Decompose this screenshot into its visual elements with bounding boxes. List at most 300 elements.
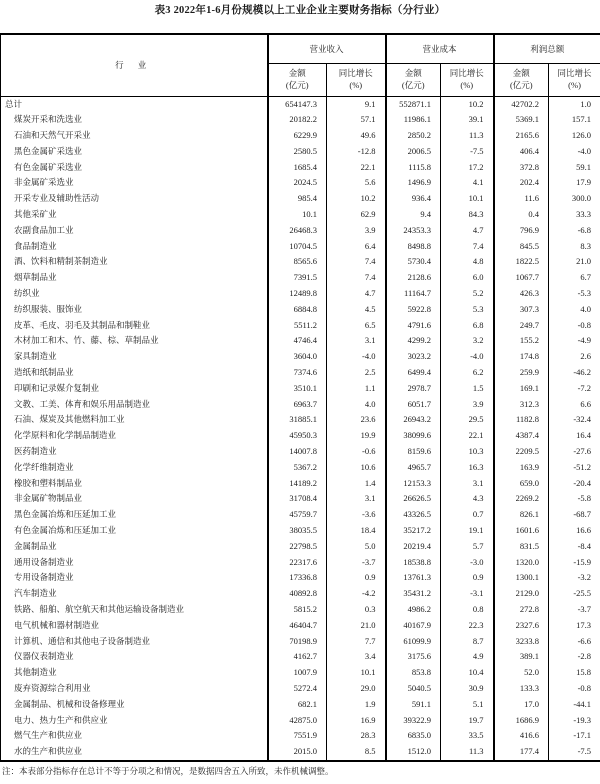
value-cell: 39.1 — [441, 112, 494, 128]
value-cell: -4.0 — [577, 145, 592, 156]
table-row — [1, 602, 600, 618]
value-cell: 4.7 — [441, 223, 494, 239]
industry-cell: 其他采矿业 — [1, 207, 268, 223]
industry-cell: 开采专业及辅助性活动 — [1, 191, 268, 207]
table-row-total — [1, 96, 600, 112]
value-cell: 4986.2 — [386, 602, 441, 618]
amount-label: 金额 — [288, 68, 306, 78]
value-cell: 40167.9 — [386, 618, 441, 634]
value-cell: 1496.9 — [386, 175, 441, 191]
value-cell: 659.0 — [494, 476, 549, 492]
value-cell: 10.2 — [327, 191, 386, 207]
value-cell: 23.6 — [327, 412, 386, 428]
value-cell: 259.9 — [494, 365, 549, 381]
table-row — [1, 207, 600, 223]
value-cell: 307.3 — [494, 302, 549, 318]
industry-cell: 农副食品加工业 — [1, 223, 268, 239]
value-cell: 19.9 — [327, 428, 386, 444]
value-cell: 6.0 — [441, 270, 494, 286]
value-cell: 6499.4 — [386, 365, 441, 381]
table-row — [1, 286, 600, 302]
value-cell: 5.1 — [441, 697, 494, 713]
value-cell: 5.0 — [327, 539, 386, 555]
industry-cell: 纺织服装、服饰业 — [1, 302, 268, 318]
value-cell: 21.0 — [576, 256, 592, 267]
industry-cell: 纺织业 — [1, 286, 268, 302]
value-cell: 17.3 — [576, 619, 592, 630]
value-cell: 20182.2 — [268, 112, 327, 128]
value-cell: 8159.6 — [386, 444, 441, 460]
industry-cell: 化学原料和化学制品制造业 — [1, 428, 268, 444]
value-cell: 7374.6 — [268, 365, 327, 381]
value-cell: 8.7 — [441, 634, 494, 650]
value-cell: 4.1 — [441, 175, 494, 191]
value-cell: 654147.3 — [268, 96, 327, 112]
value-cell: 2.6 — [580, 351, 592, 362]
value-cell: 7.7 — [327, 634, 386, 650]
column-group-profit: 利润总额 — [494, 34, 600, 63]
value-cell: -6.8 — [577, 224, 592, 235]
value-cell: 249.7 — [494, 318, 549, 334]
column-group-cost: 营业成本 — [386, 34, 494, 63]
table-row — [1, 349, 600, 365]
table-row — [1, 570, 600, 586]
value-cell: 17.0 — [494, 697, 549, 713]
value-cell: 0.4 — [494, 207, 549, 223]
value-cell: -7.5 — [577, 746, 592, 757]
value-cell: 163.9 — [494, 460, 549, 476]
value-cell: -3.7 — [577, 604, 592, 614]
table-row — [1, 476, 600, 492]
value-cell: -27.6 — [573, 446, 592, 457]
value-cell: 6.7 — [580, 272, 592, 283]
value-cell: 16.9 — [327, 713, 386, 729]
value-cell: 5040.5 — [386, 681, 441, 697]
value-cell: 10.6 — [327, 460, 386, 476]
value-cell: 312.3 — [494, 397, 549, 413]
value-cell: 30.9 — [441, 681, 494, 697]
industry-cell: 水的生产和供应业 — [1, 744, 268, 761]
value-cell: 3.1 — [327, 333, 386, 349]
value-cell: 5511.2 — [268, 318, 327, 334]
value-cell: 3023.2 — [386, 349, 441, 365]
value-cell: -3.2 — [577, 572, 592, 583]
value-cell: 389.1 — [494, 649, 549, 665]
value-cell: 300.0 — [571, 193, 592, 204]
value-cell: 202.4 — [494, 175, 549, 191]
value-cell: 8.3 — [580, 240, 592, 251]
value-cell: 10.1 — [327, 665, 386, 681]
value-cell: 39322.9 — [386, 713, 441, 729]
industry-cell: 文教、工美、体育和娱乐用品制造业 — [1, 397, 268, 413]
value-cell: -12.8 — [327, 144, 386, 160]
industry-cell: 食品制造业 — [1, 239, 268, 255]
value-cell: 26626.5 — [386, 491, 441, 507]
value-cell: 1822.5 — [494, 254, 549, 270]
value-cell: 6051.7 — [386, 397, 441, 413]
value-cell: -8.4 — [577, 540, 592, 551]
value-cell: 1182.8 — [494, 412, 549, 428]
industry-cell: 电力、热力生产和供应业 — [1, 713, 268, 729]
value-cell: 157.1 — [571, 114, 592, 125]
column-header-revenue-growth — [327, 63, 386, 96]
value-cell: 13761.3 — [386, 570, 441, 586]
value-cell: 174.8 — [494, 349, 549, 365]
industry-cell: 汽车制造业 — [1, 586, 268, 602]
value-cell: 7391.5 — [268, 270, 327, 286]
table-row — [1, 270, 600, 286]
value-cell: 22798.5 — [268, 539, 327, 555]
value-cell: 9.4 — [386, 207, 441, 223]
value-cell: 16.4 — [576, 430, 592, 441]
value-cell: 8.5 — [327, 744, 386, 761]
value-cell: 7.4 — [441, 239, 494, 255]
value-cell: 4.8 — [441, 254, 494, 270]
value-cell: -20.4 — [573, 477, 592, 488]
value-cell: 12153.3 — [386, 476, 441, 492]
value-cell: 4746.4 — [268, 333, 327, 349]
value-cell: 0.8 — [441, 602, 494, 618]
industry-cell: 废弃资源综合利用业 — [1, 681, 268, 697]
table-row — [1, 318, 600, 334]
value-cell: 5367.2 — [268, 460, 327, 476]
value-cell: 2580.5 — [268, 144, 327, 160]
value-cell: 985.4 — [268, 191, 327, 207]
table-row — [1, 397, 600, 413]
column-header-cost-growth — [441, 63, 494, 96]
value-cell: 591.1 — [386, 697, 441, 713]
value-cell: 5369.1 — [494, 112, 549, 128]
value-cell: 1.5 — [441, 381, 494, 397]
value-cell: -19.3 — [573, 714, 592, 725]
value-cell: 5.3 — [441, 302, 494, 318]
value-cell: 4.3 — [441, 491, 494, 507]
value-cell: -46.2 — [573, 367, 592, 378]
value-cell: -0.8 — [577, 319, 592, 330]
table-row — [1, 491, 600, 507]
value-cell: 11.6 — [494, 191, 549, 207]
value-cell: -2.8 — [577, 651, 592, 662]
value-cell: 35217.2 — [386, 523, 441, 539]
value-cell: 3.9 — [441, 397, 494, 413]
value-cell: -0.6 — [327, 444, 386, 460]
value-cell: 11.3 — [441, 744, 494, 761]
industry-cell: 电气机械和器材制造业 — [1, 618, 268, 634]
value-cell: 133.3 — [494, 681, 549, 697]
industry-cell: 计算机、通信和其他电子设备制造业 — [1, 634, 268, 650]
value-cell: -4.0 — [441, 349, 494, 365]
value-cell: -7.5 — [441, 144, 494, 160]
value-cell: 18538.8 — [386, 555, 441, 571]
column-group-revenue: 营业收入 — [268, 34, 386, 63]
value-cell: 45950.3 — [268, 428, 327, 444]
group-header-row — [1, 34, 600, 63]
column-header-industry: 行 业 — [1, 34, 268, 96]
value-cell: 11164.7 — [386, 286, 441, 302]
table-row — [1, 428, 600, 444]
industry-cell: 总计 — [1, 96, 268, 112]
value-cell: 12489.8 — [268, 286, 327, 302]
value-cell: -5.3 — [577, 288, 592, 299]
value-cell: 3510.1 — [268, 381, 327, 397]
value-cell: 936.4 — [386, 191, 441, 207]
value-cell: 26943.2 — [386, 412, 441, 428]
value-cell: -4.2 — [327, 586, 386, 602]
value-cell: 84.3 — [441, 207, 494, 223]
table-row — [1, 744, 600, 761]
value-cell: 6.4 — [327, 239, 386, 255]
value-cell: 5.7 — [441, 539, 494, 555]
table-row — [1, 681, 600, 697]
table-header — [1, 34, 600, 96]
value-cell: 3.9 — [327, 223, 386, 239]
value-cell: 59.1 — [576, 161, 592, 172]
value-cell: 1601.6 — [494, 523, 549, 539]
table-row — [1, 175, 600, 191]
value-cell: 6884.8 — [268, 302, 327, 318]
value-cell: 16.6 — [576, 525, 592, 536]
value-cell: 1686.9 — [494, 713, 549, 729]
value-cell: 5730.4 — [386, 254, 441, 270]
value-cell: 1.9 — [327, 697, 386, 713]
value-cell: 6963.7 — [268, 397, 327, 413]
value-cell: 4.9 — [441, 649, 494, 665]
value-cell: 26468.3 — [268, 223, 327, 239]
industry-cell: 化学纤维制造业 — [1, 460, 268, 476]
value-cell: 9.1 — [327, 96, 386, 112]
value-cell: 2128.6 — [386, 270, 441, 286]
value-cell: 2209.5 — [494, 444, 549, 460]
table-row — [1, 665, 600, 681]
value-cell: 2024.5 — [268, 175, 327, 191]
industry-cell: 造纸和纸制品业 — [1, 365, 268, 381]
growth-label: 同比增长 — [449, 68, 484, 78]
value-cell: 22317.6 — [268, 555, 327, 571]
value-cell: 2.5 — [327, 365, 386, 381]
value-cell: 5.6 — [327, 175, 386, 191]
value-cell: 2269.2 — [494, 491, 549, 507]
value-cell: 6.5 — [327, 318, 386, 334]
value-cell: -3.0 — [441, 555, 494, 571]
value-cell: 1685.4 — [268, 160, 327, 176]
value-cell: 14007.8 — [268, 444, 327, 460]
table-row — [1, 713, 600, 729]
value-cell: -3.6 — [327, 507, 386, 523]
value-cell: 38035.5 — [268, 523, 327, 539]
table-row — [1, 460, 600, 476]
table-row — [1, 697, 600, 713]
industry-cell: 铁路、船舶、航空航天和其他运输设备制造业 — [1, 602, 268, 618]
growth-label: 同比增长 — [557, 68, 592, 78]
value-cell: 5922.8 — [386, 302, 441, 318]
table-row — [1, 239, 600, 255]
value-cell: 5815.2 — [268, 602, 327, 618]
value-cell: 57.1 — [327, 112, 386, 128]
value-cell: 22.1 — [441, 428, 494, 444]
value-cell: 272.8 — [494, 602, 549, 618]
industry-cell: 印刷和记录媒介复制业 — [1, 381, 268, 397]
value-cell: 0.3 — [327, 602, 386, 618]
industry-cell: 非金属矿物制品业 — [1, 491, 268, 507]
industry-cell: 家具制造业 — [1, 349, 268, 365]
value-cell: 4791.6 — [386, 318, 441, 334]
value-cell: 45759.7 — [268, 507, 327, 523]
value-cell: -15.9 — [573, 556, 592, 567]
value-cell: 7.4 — [327, 254, 386, 270]
growth-unit: (%) — [349, 79, 363, 90]
value-cell: -0.8 — [577, 682, 592, 693]
column-header-profit-growth — [549, 63, 600, 96]
value-cell: 52.0 — [494, 665, 549, 681]
value-cell: 3233.8 — [494, 634, 549, 650]
industry-cell: 燃气生产和供应业 — [1, 728, 268, 744]
amount-label: 金额 — [404, 68, 422, 78]
value-cell: 6229.9 — [268, 128, 327, 144]
industry-cell: 煤炭开采和洗选业 — [1, 112, 268, 128]
value-cell: 5272.4 — [268, 681, 327, 697]
industry-cell: 医药制造业 — [1, 444, 268, 460]
value-cell: 3604.0 — [268, 349, 327, 365]
amount-unit: (亿元) — [509, 79, 533, 90]
value-cell: 31708.4 — [268, 491, 327, 507]
value-cell: 2978.7 — [386, 381, 441, 397]
table-row — [1, 444, 600, 460]
value-cell: 426.3 — [494, 286, 549, 302]
value-cell: 4.0 — [327, 397, 386, 413]
value-cell: 552871.1 — [386, 96, 441, 112]
industry-cell: 石油、煤炭及其他燃料加工业 — [1, 412, 268, 428]
value-cell: 4.5 — [327, 302, 386, 318]
value-cell: 17.9 — [576, 177, 592, 188]
value-cell: 4162.7 — [268, 649, 327, 665]
value-cell: 1300.1 — [494, 570, 549, 586]
table-row — [1, 333, 600, 349]
value-cell: 29.0 — [327, 681, 386, 697]
value-cell: 3.1 — [327, 491, 386, 507]
value-cell: 10.1 — [268, 207, 327, 223]
value-cell: 10.1 — [441, 191, 494, 207]
value-cell: -51.2 — [573, 461, 592, 472]
value-cell: 4965.7 — [386, 460, 441, 476]
value-cell: -3.7 — [327, 555, 386, 571]
table-row — [1, 539, 600, 555]
industry-cell: 黑色金属冶炼和压延加工业 — [1, 507, 268, 523]
value-cell: 2850.2 — [386, 128, 441, 144]
table-row — [1, 160, 600, 176]
value-cell: 35431.2 — [386, 586, 441, 602]
table-row — [1, 128, 600, 144]
amount-unit: (亿元) — [401, 79, 425, 90]
value-cell: 22.3 — [441, 618, 494, 634]
value-cell: 15.8 — [576, 667, 592, 678]
industry-cell: 金属制品、机械和设备修理业 — [1, 697, 268, 713]
table-row — [1, 223, 600, 239]
value-cell: 24353.3 — [386, 223, 441, 239]
growth-unit: (%) — [568, 79, 581, 90]
value-cell: 49.6 — [327, 128, 386, 144]
industry-cell: 有色金属冶炼和压延加工业 — [1, 523, 268, 539]
value-cell: 10.4 — [441, 665, 494, 681]
value-cell: 11986.1 — [386, 112, 441, 128]
value-cell: 40892.8 — [268, 586, 327, 602]
table-body — [1, 96, 600, 761]
industry-cell: 皮革、毛皮、羽毛及其制品和制鞋业 — [1, 318, 268, 334]
value-cell: 3175.6 — [386, 649, 441, 665]
value-cell: 29.5 — [441, 412, 494, 428]
value-cell: 14189.2 — [268, 476, 327, 492]
value-cell: 826.1 — [494, 507, 549, 523]
amount-label: 金额 — [512, 68, 530, 78]
value-cell: 4.0 — [580, 303, 592, 314]
value-cell: -7.2 — [577, 382, 592, 393]
value-cell: 372.8 — [494, 160, 549, 176]
financial-indicators-table — [0, 33, 600, 762]
value-cell: 42875.0 — [268, 713, 327, 729]
value-cell: 1007.9 — [268, 665, 327, 681]
value-cell: 38099.6 — [386, 428, 441, 444]
value-cell: 1115.8 — [386, 160, 441, 176]
value-cell: 43326.5 — [386, 507, 441, 523]
value-cell: -44.1 — [573, 698, 592, 709]
value-cell: 2129.0 — [494, 586, 549, 602]
value-cell: 3.1 — [441, 476, 494, 492]
value-cell: 42702.2 — [494, 96, 549, 112]
column-header-revenue-amount — [268, 63, 327, 96]
industry-cell: 其他制造业 — [1, 665, 268, 681]
value-cell: 1512.0 — [386, 744, 441, 761]
value-cell: 1067.7 — [494, 270, 549, 286]
table-row — [1, 254, 600, 270]
value-cell: 10.3 — [441, 444, 494, 460]
table-row — [1, 144, 600, 160]
table-row — [1, 618, 600, 634]
value-cell: -68.7 — [573, 509, 592, 520]
value-cell: 6.6 — [580, 398, 592, 409]
table-row — [1, 523, 600, 539]
value-cell: 4299.2 — [386, 333, 441, 349]
industry-cell: 黑色金属矿采选业 — [1, 144, 268, 160]
value-cell: 3.2 — [441, 333, 494, 349]
value-cell: 33.3 — [576, 209, 592, 220]
value-cell: 61099.9 — [386, 634, 441, 650]
industry-cell: 仪器仪表制造业 — [1, 649, 268, 665]
table-row — [1, 112, 600, 128]
value-cell: 4.7 — [327, 286, 386, 302]
value-cell: 31885.1 — [268, 412, 327, 428]
value-cell: 3.4 — [327, 649, 386, 665]
value-cell: 19.7 — [441, 713, 494, 729]
value-cell: 70198.9 — [268, 634, 327, 650]
value-cell: 169.1 — [494, 381, 549, 397]
value-cell: 1320.0 — [494, 555, 549, 571]
industry-cell: 木材加工和木、竹、藤、棕、草制品业 — [1, 333, 268, 349]
industry-cell: 石油和天然气开采业 — [1, 128, 268, 144]
value-cell: 46404.7 — [268, 618, 327, 634]
value-cell: -5.8 — [577, 493, 592, 504]
industry-cell: 橡胶和塑料制品业 — [1, 476, 268, 492]
industry-cell: 金属制品业 — [1, 539, 268, 555]
value-cell: 20219.4 — [386, 539, 441, 555]
value-cell: 831.5 — [494, 539, 549, 555]
table-row — [1, 507, 600, 523]
value-cell: 853.8 — [386, 665, 441, 681]
column-header-profit-amount — [494, 63, 549, 96]
table-row — [1, 649, 600, 665]
value-cell: 19.1 — [441, 523, 494, 539]
value-cell: 22.1 — [327, 160, 386, 176]
value-cell: 33.5 — [441, 728, 494, 744]
value-cell: 0.9 — [327, 570, 386, 586]
